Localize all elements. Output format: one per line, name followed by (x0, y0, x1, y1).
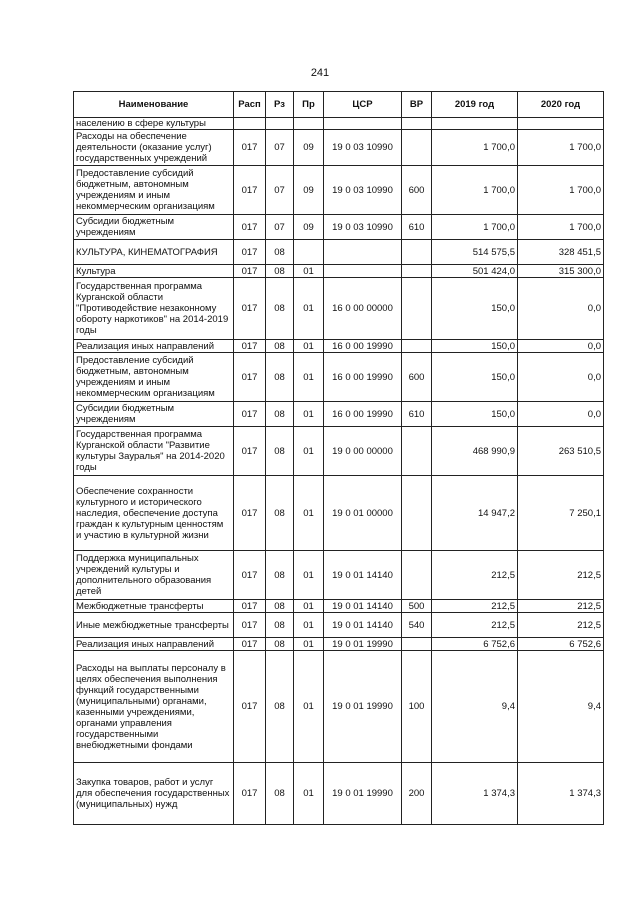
header-name: Наименование (74, 92, 234, 118)
row-2020: 0,0 (518, 278, 604, 340)
row-rasp: 017 (234, 265, 266, 278)
header-rasp: Расп (234, 92, 266, 118)
row-2019 (432, 118, 518, 130)
row-rasp: 017 (234, 130, 266, 166)
row-csr (324, 118, 402, 130)
row-rasp: 017 (234, 215, 266, 240)
row-name: Культура (74, 265, 234, 278)
row-name: Расходы на обеспечение деятельности (оказание услуг) государственных учреждений (74, 130, 234, 166)
row-2020: 6 752,6 (518, 638, 604, 651)
row-csr: 19 0 01 19990 (324, 638, 402, 651)
row-name: Субсидии бюджетным учреждениям (74, 215, 234, 240)
row-2019: 150,0 (432, 353, 518, 402)
row-csr: 19 0 03 10990 (324, 215, 402, 240)
row-csr: 19 0 01 00000 (324, 476, 402, 551)
row-rasp: 017 (234, 340, 266, 353)
row-2019: 150,0 (432, 402, 518, 427)
row-rasp: 017 (234, 476, 266, 551)
row-rz: 08 (266, 240, 294, 265)
table-row (74, 265, 604, 278)
row-name: Расходы на выплаты персоналу в целях обеспечения выполнения функций государственными (муниципальными) органами, казенными учреждениями, органами управления государственными внебюджетными фондами (74, 651, 234, 763)
row-pr: 01 (294, 613, 324, 638)
row-2019: 468 990,9 (432, 427, 518, 476)
row-vr (402, 476, 432, 551)
table-row (74, 551, 604, 600)
row-2020: 315 300,0 (518, 265, 604, 278)
table-row (74, 613, 604, 638)
row-2020: 1 700,0 (518, 215, 604, 240)
row-vr: 200 (402, 763, 432, 825)
row-vr: 500 (402, 600, 432, 613)
header-2020: 2020 год (518, 92, 604, 118)
table-row (74, 118, 604, 130)
row-rz: 08 (266, 278, 294, 340)
row-name: населению в сфере культуры (74, 118, 234, 130)
row-2020: 9,4 (518, 651, 604, 763)
row-csr: 19 0 01 19990 (324, 651, 402, 763)
row-rasp: 017 (234, 166, 266, 215)
row-name: Государственная программа Курганской области "Противодействие незаконному обороту наркотиков" на 2014-2019 годы (74, 278, 234, 340)
row-pr: 09 (294, 166, 324, 215)
row-vr (402, 278, 432, 340)
page-number: 241 (310, 67, 330, 79)
row-2019: 212,5 (432, 600, 518, 613)
row-rz: 08 (266, 613, 294, 638)
row-vr (402, 240, 432, 265)
row-2019: 1 700,0 (432, 130, 518, 166)
row-vr: 600 (402, 166, 432, 215)
row-rz: 08 (266, 265, 294, 278)
row-pr (294, 240, 324, 265)
row-rasp: 017 (234, 638, 266, 651)
row-pr: 09 (294, 215, 324, 240)
row-name: Поддержка муниципальных учреждений культуры и дополнительного образования детей (74, 551, 234, 600)
header-vr: ВР (402, 92, 432, 118)
table-row (74, 278, 604, 340)
row-vr (402, 130, 432, 166)
row-2019: 9,4 (432, 651, 518, 763)
row-2019: 1 700,0 (432, 166, 518, 215)
table-row (74, 166, 604, 215)
row-pr: 01 (294, 476, 324, 551)
row-vr (402, 551, 432, 600)
row-2019: 1 374,3 (432, 763, 518, 825)
row-pr: 01 (294, 638, 324, 651)
row-rz: 08 (266, 427, 294, 476)
row-rz: 07 (266, 166, 294, 215)
table-row (74, 402, 604, 427)
table-row (74, 763, 604, 825)
row-csr (324, 265, 402, 278)
row-pr: 01 (294, 551, 324, 600)
row-rasp: 017 (234, 278, 266, 340)
row-2020: 1 374,3 (518, 763, 604, 825)
row-2019: 150,0 (432, 340, 518, 353)
row-pr: 09 (294, 130, 324, 166)
row-name: Закупка товаров, работ и услуг для обеспечения государственных (муниципальных) нужд (74, 763, 234, 825)
row-csr: 16 0 00 19990 (324, 340, 402, 353)
row-csr: 19 0 01 14140 (324, 600, 402, 613)
table-row (74, 638, 604, 651)
row-rz: 08 (266, 340, 294, 353)
row-pr: 01 (294, 402, 324, 427)
table-row (74, 427, 604, 476)
table-row (74, 130, 604, 166)
table-row (74, 651, 604, 763)
row-rz: 08 (266, 651, 294, 763)
row-rasp: 017 (234, 613, 266, 638)
row-2020: 328 451,5 (518, 240, 604, 265)
row-2019: 1 700,0 (432, 215, 518, 240)
row-2019: 14 947,2 (432, 476, 518, 551)
row-vr: 610 (402, 215, 432, 240)
row-2020 (518, 118, 604, 130)
row-2019: 212,5 (432, 613, 518, 638)
row-name: Предоставление субсидий бюджетным, автономным учреждениям и иным некоммерческим организациям (74, 353, 234, 402)
row-rz: 07 (266, 130, 294, 166)
row-2019: 514 575,5 (432, 240, 518, 265)
row-name: Иные межбюджетные трансферты (74, 613, 234, 638)
row-csr: 16 0 00 19990 (324, 402, 402, 427)
table-row (74, 240, 604, 265)
row-pr: 01 (294, 353, 324, 402)
row-rasp: 017 (234, 353, 266, 402)
row-csr (324, 240, 402, 265)
row-2019: 6 752,6 (432, 638, 518, 651)
row-name: Межбюджетные трансферты (74, 600, 234, 613)
row-vr (402, 427, 432, 476)
row-vr (402, 638, 432, 651)
row-rasp (234, 118, 266, 130)
row-name: Предоставление субсидий бюджетным, автономным учреждениям и иным некоммерческим организациям (74, 166, 234, 215)
row-vr: 100 (402, 651, 432, 763)
table-row (74, 353, 604, 402)
row-2020: 263 510,5 (518, 427, 604, 476)
row-rz: 08 (266, 763, 294, 825)
row-pr: 01 (294, 651, 324, 763)
row-2020: 0,0 (518, 402, 604, 427)
row-csr: 19 0 01 19990 (324, 763, 402, 825)
row-rz: 08 (266, 402, 294, 427)
row-rasp: 017 (234, 651, 266, 763)
header-pr: Пр (294, 92, 324, 118)
row-pr: 01 (294, 340, 324, 353)
row-2020: 212,5 (518, 613, 604, 638)
row-name: Реализация иных направлений (74, 340, 234, 353)
row-csr: 19 0 03 10990 (324, 166, 402, 215)
row-name: Субсидии бюджетным учреждениям (74, 402, 234, 427)
row-2020: 212,5 (518, 600, 604, 613)
row-2020: 1 700,0 (518, 166, 604, 215)
row-pr: 01 (294, 600, 324, 613)
row-csr: 19 0 03 10990 (324, 130, 402, 166)
row-rz (266, 118, 294, 130)
row-rasp: 017 (234, 240, 266, 265)
row-rz: 08 (266, 353, 294, 402)
row-rz: 08 (266, 476, 294, 551)
row-2020: 212,5 (518, 551, 604, 600)
row-2020: 7 250,1 (518, 476, 604, 551)
row-rasp: 017 (234, 551, 266, 600)
header-2019: 2019 год (432, 92, 518, 118)
row-vr (402, 340, 432, 353)
row-vr: 540 (402, 613, 432, 638)
header-row (74, 92, 604, 118)
row-vr (402, 265, 432, 278)
row-rz: 08 (266, 600, 294, 613)
row-name: КУЛЬТУРА, КИНЕМАТОГРАФИЯ (74, 240, 234, 265)
row-name: Обеспечение сохранности культурного и исторического наследия, обеспечение доступа граждан к культурным ценностям и участию в культурной жизни (74, 476, 234, 551)
row-csr: 19 0 00 00000 (324, 427, 402, 476)
row-rasp: 017 (234, 427, 266, 476)
row-pr: 01 (294, 278, 324, 340)
row-csr: 16 0 00 19990 (324, 353, 402, 402)
row-csr: 19 0 01 14140 (324, 551, 402, 600)
row-rasp: 017 (234, 402, 266, 427)
row-rz: 08 (266, 638, 294, 651)
row-pr (294, 118, 324, 130)
row-rasp: 017 (234, 763, 266, 825)
row-2020: 0,0 (518, 340, 604, 353)
row-2019: 501 424,0 (432, 265, 518, 278)
budget-table (73, 91, 604, 825)
row-pr: 01 (294, 265, 324, 278)
row-pr: 01 (294, 763, 324, 825)
row-vr: 600 (402, 353, 432, 402)
table-row (74, 340, 604, 353)
row-rz: 07 (266, 215, 294, 240)
header-rz: Рз (266, 92, 294, 118)
row-rasp: 017 (234, 600, 266, 613)
row-name: Государственная программа Курганской области "Развитие культуры Зауралья" на 2014-2020 годы (74, 427, 234, 476)
row-name: Реализация иных направлений (74, 638, 234, 651)
table-row (74, 600, 604, 613)
row-2019: 212,5 (432, 551, 518, 600)
row-pr: 01 (294, 427, 324, 476)
row-vr (402, 118, 432, 130)
row-csr: 19 0 01 14140 (324, 613, 402, 638)
header-csr: ЦСР (324, 92, 402, 118)
table-row (74, 215, 604, 240)
row-2020: 0,0 (518, 353, 604, 402)
row-vr: 610 (402, 402, 432, 427)
table-row (74, 476, 604, 551)
row-csr: 16 0 00 00000 (324, 278, 402, 340)
row-2019: 150,0 (432, 278, 518, 340)
row-rz: 08 (266, 551, 294, 600)
row-2020: 1 700,0 (518, 130, 604, 166)
